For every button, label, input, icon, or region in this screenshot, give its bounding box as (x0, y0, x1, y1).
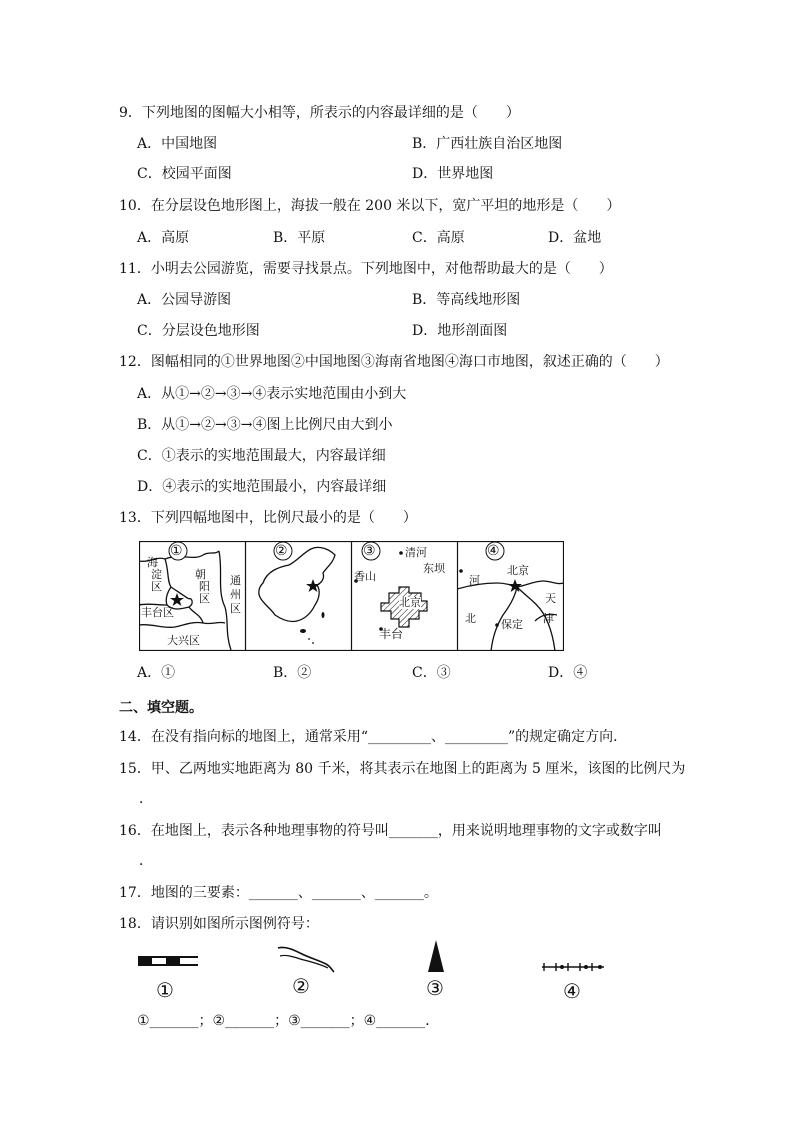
q17-text: 17．地图的三要素：_______、_______、_______。 (119, 885, 438, 901)
map-3-label-fengtai: 丰台 (379, 627, 404, 641)
map-4-label-baoding: 保定 (501, 618, 523, 631)
q11-option-a[interactable]: A．公园导游图 (137, 292, 232, 308)
q12-stem: 12．图幅相同的①世界地图②中国地图③海南省地图④海口市地图，叙述正确的（ ） (119, 354, 669, 370)
map-1-label-haidian-3: 区 (151, 580, 162, 593)
q18-answer: ①_______；②_______；③_______；④_______． (137, 1013, 440, 1029)
q9-option-d[interactable]: D．世界地图 (412, 166, 494, 182)
map-1-label-chaoyang-1: 朝 (195, 568, 206, 581)
map-4-label-beijing: 北京 (507, 564, 529, 577)
q12-option-d[interactable]: D．④表示的实地范围最小，内容最详细 (137, 479, 387, 495)
q11-option-b[interactable]: B．等高线地形图 (412, 292, 521, 308)
map-3-label-qinghe: 清河 (405, 546, 427, 559)
q12-option-c[interactable]: C．①表示的实地范围最大，内容最详细 (137, 448, 386, 464)
q10-stem: 10．在分层设色地形图上，海拔一般在 200 米以下，宽广平坦的地形是（ ） (119, 198, 621, 214)
map-1-label-tongzhou-1: 通 (230, 574, 241, 587)
q10-option-c[interactable]: C．高原 (412, 230, 465, 246)
map-1-label-haidian-2: 淀 (151, 568, 162, 581)
section-2-title: 二、填空题。 (119, 700, 203, 716)
q13-option-d[interactable]: D．④ (548, 665, 588, 681)
q9-stem: 9．下列地图的图幅大小相等，所表示的内容最详细的是（ ） (119, 105, 520, 121)
map-1-label-haidian-1: 海 (147, 556, 158, 569)
legend-number-4: ④ (563, 979, 581, 1003)
map-1-district (139, 541, 246, 651)
river-symbol (276, 944, 336, 978)
map-3-label-beijing: 北京 (399, 596, 421, 609)
map-4-label-he: 河 (469, 574, 480, 587)
map-1-label-daxing: 大兴区 (167, 634, 200, 647)
q9-option-b[interactable]: B．广西壮族自治区地图 (412, 136, 563, 152)
map-4-hebei-region (457, 541, 564, 651)
legend-number-3: ③ (426, 976, 444, 1000)
map-3-beijing-area (351, 541, 458, 651)
legend-number-2: ② (292, 974, 310, 998)
q13-option-c[interactable]: C．③ (412, 665, 451, 681)
q13-option-b[interactable]: B．② (273, 665, 312, 681)
q11-stem: 11．小明去公园游览，需要寻找景点。下列地图中，对他帮助最大的是（ ） (119, 261, 613, 277)
map-4-label-jin: 津 (543, 612, 554, 625)
mountain-peak-symbol (426, 940, 446, 978)
map-1-label-chaoyang-3: 区 (199, 592, 210, 605)
map-3-number: ③ (363, 543, 376, 559)
q11-option-d[interactable]: D．地形剖面图 (412, 323, 508, 339)
q13-option-a[interactable]: A．① (137, 665, 176, 681)
q10-option-b[interactable]: B．平原 (273, 230, 326, 246)
q9-option-a[interactable]: A．中国地图 (137, 136, 218, 152)
map-3-label-dongba: 东坝 (423, 562, 445, 575)
q10-option-d[interactable]: D．盆地 (548, 230, 602, 246)
boundary-symbol (542, 960, 604, 976)
q14-text: 14．在没有指向标的地图上，通常采用“_________、_________”的规定确定方向． (119, 729, 628, 745)
q10-option-a[interactable]: A．高原 (137, 230, 190, 246)
q15-tail: ． (139, 791, 153, 807)
map-1-label-chaoyang-2: 阳 (199, 580, 210, 593)
map-1-label-tongzhou-2: 州 (230, 588, 241, 601)
legend-number-1: ① (156, 978, 174, 1002)
map-1-label-fengtai: 丰台区 (141, 606, 174, 619)
map-1-number: ① (170, 543, 183, 559)
map-2-number: ② (275, 543, 288, 559)
q13-stem: 13．下列四幅地图中，比例尺最小的是（ ） (119, 510, 417, 526)
q15-text: 15．甲、乙两地实地距离为 80 千米，将其表示在地图上的距离为 5 厘米，该图的比例尺为 (119, 761, 686, 777)
q9-option-c[interactable]: C．校园平面图 (137, 166, 232, 182)
map-4-number: ④ (487, 543, 500, 559)
map-3-label-xiangshan: 香山 (354, 570, 376, 583)
map-4-label-tian: 天 (545, 592, 556, 605)
q16-text: 16．在地图上，表示各种地理事物的符号叫_______，用来说明地理事物的文字或数字叫 (119, 823, 662, 839)
q16-tail: ． (139, 853, 153, 869)
q18-text: 18．请识别如图所示图例符号： (119, 916, 319, 932)
q12-option-a[interactable]: A．从①→②→③→④表示实地范围由小到大 (137, 386, 407, 402)
railway-symbol (138, 956, 198, 972)
q12-option-b[interactable]: B．从①→②→③→④图上比例尺由大到小 (137, 417, 393, 433)
map-4-label-bei: 北 (465, 612, 476, 625)
q11-option-c[interactable]: C．分层设色地形图 (137, 323, 260, 339)
map-1-label-tongzhou-3: 区 (230, 602, 241, 615)
map-2-china (245, 541, 352, 651)
